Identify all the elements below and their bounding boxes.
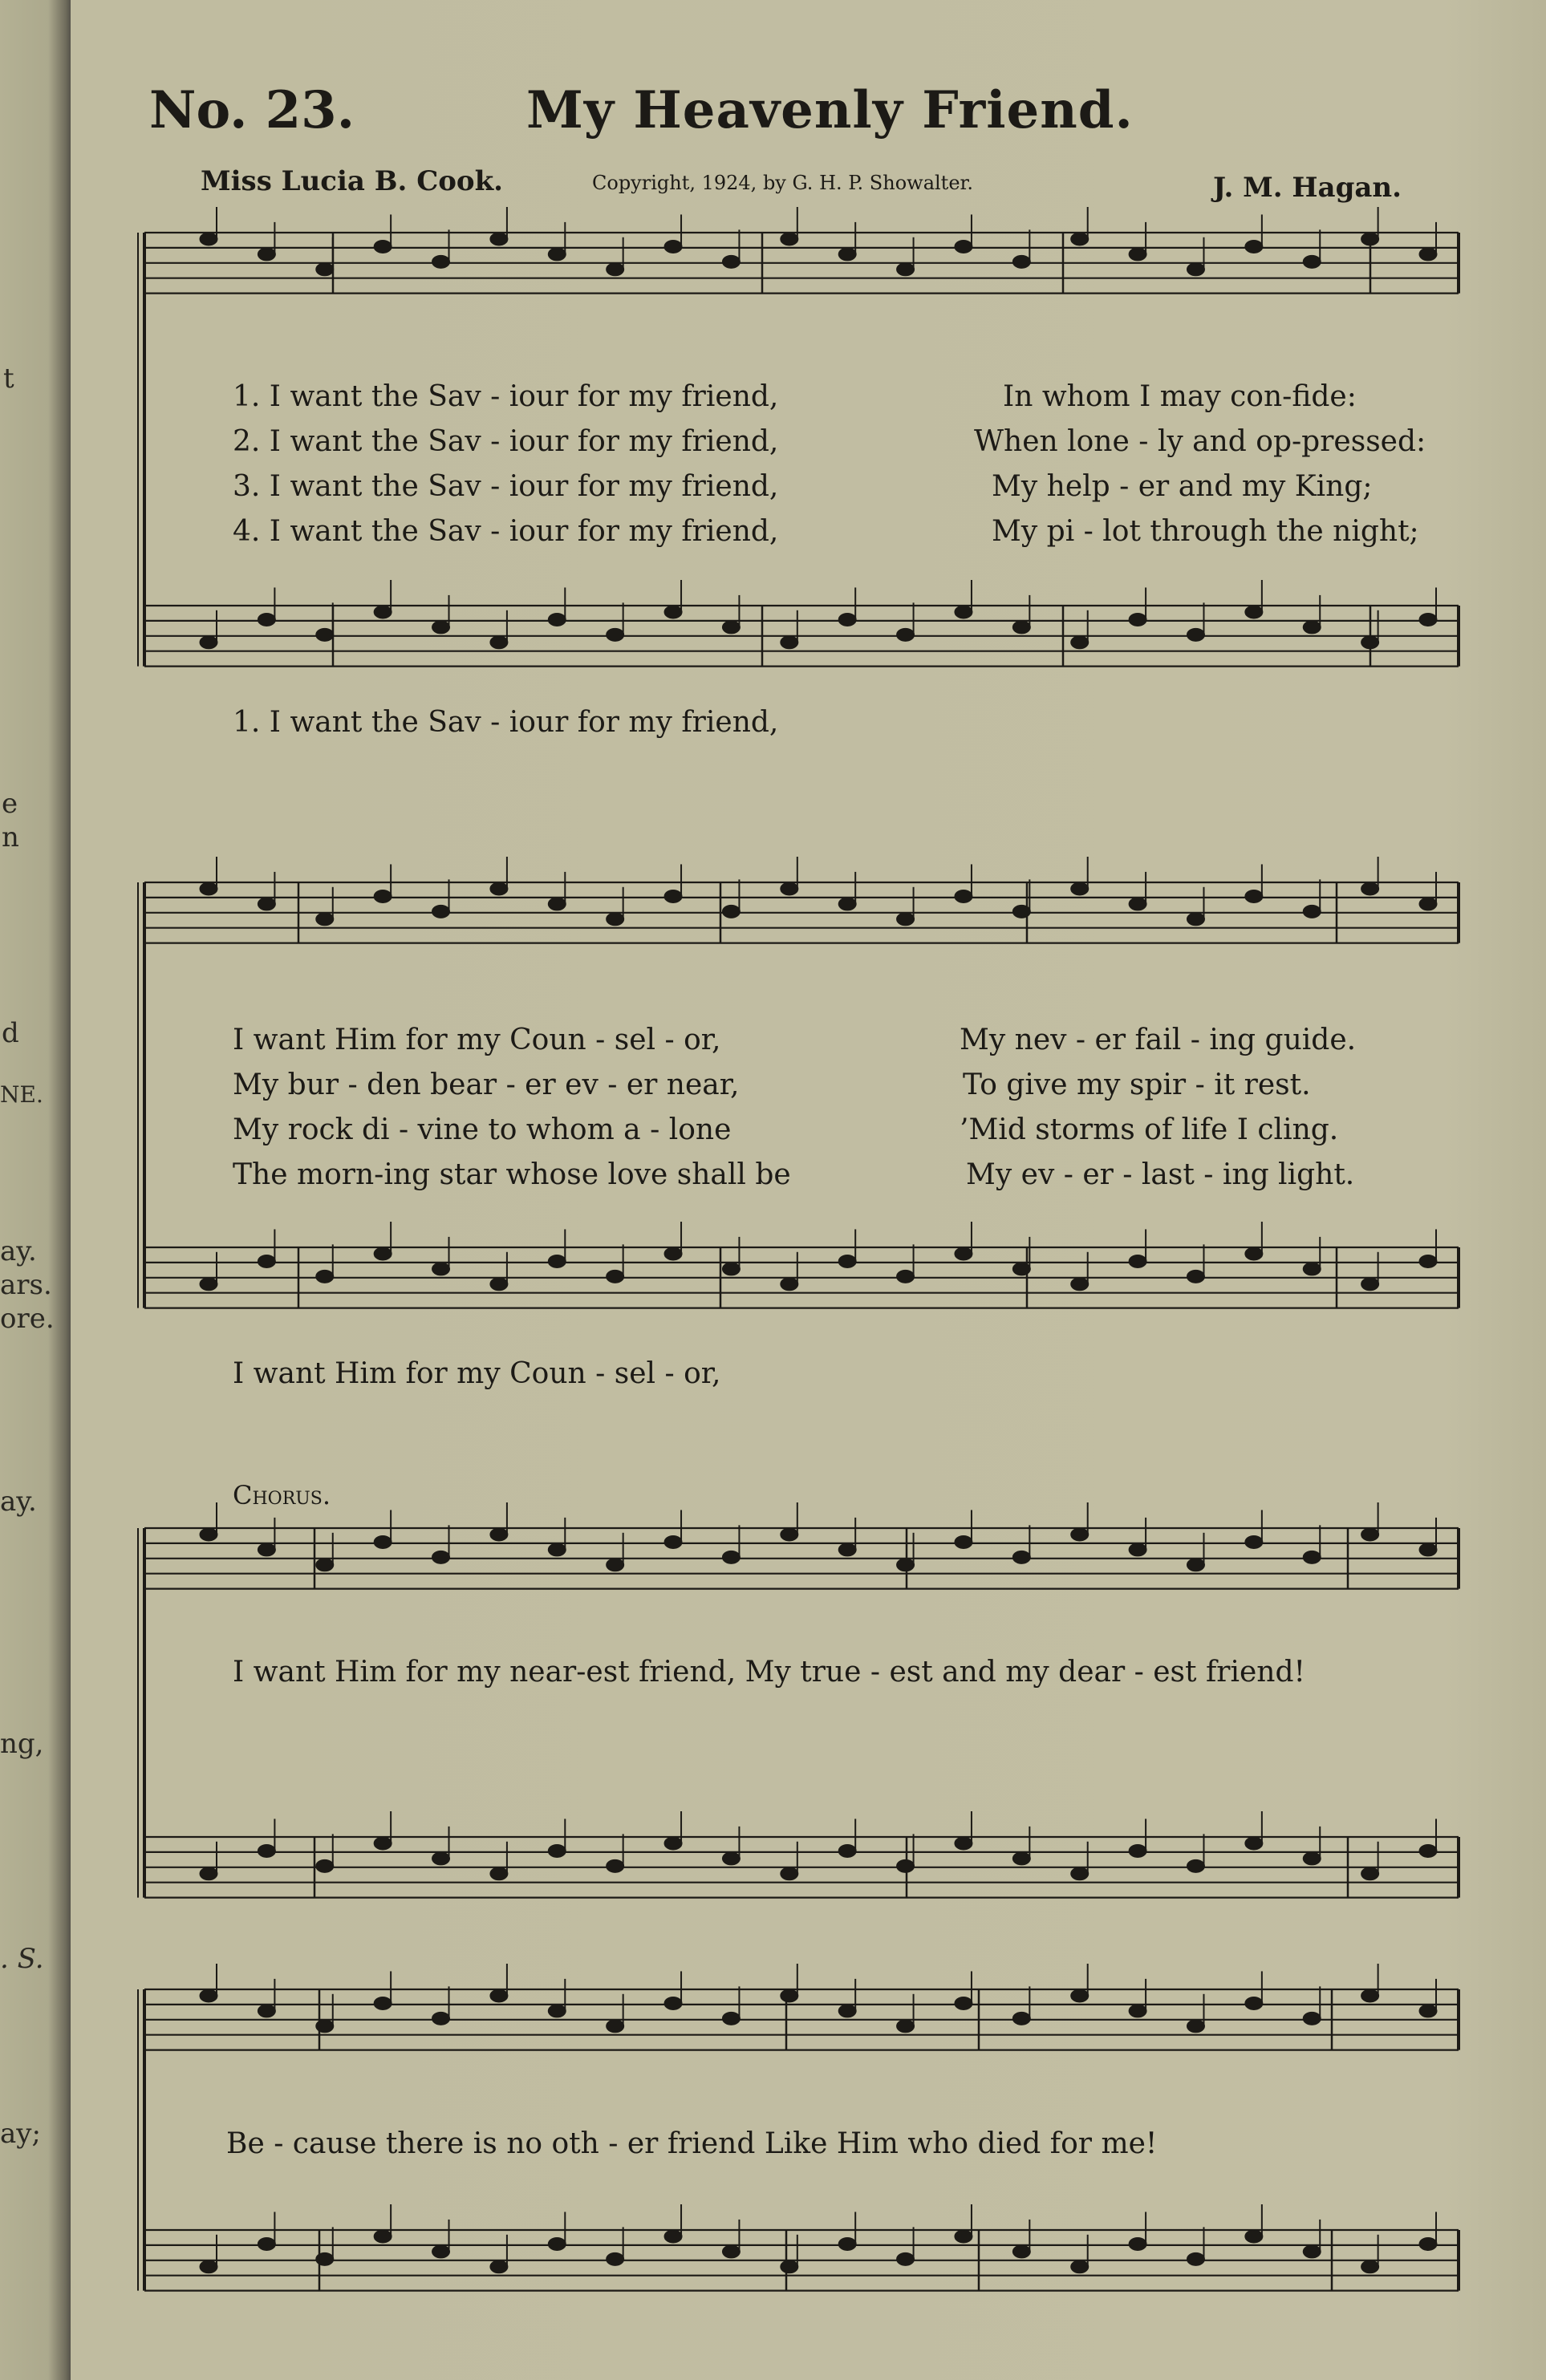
note-head [955,1837,972,1850]
verse-3-line-a: 3. I want the Sav - iour for my friend, [233,470,779,503]
note-head [374,606,392,618]
note-head [1187,913,1204,926]
note-head [432,1551,450,1563]
note-head [722,1551,740,1563]
note-head [374,240,392,253]
note-head [1129,1844,1146,1857]
note-head [1129,2005,1146,2017]
note-head [548,898,566,910]
note-head [1361,882,1379,895]
note-head [607,628,624,641]
note-head [490,1278,508,1291]
note-head [1419,2237,1437,2250]
verse-3-line-d: ’Mid storms of life I cling. [960,1113,1339,1146]
note-head [1012,2012,1030,2025]
note-head [838,248,856,261]
lyricist-credit: Miss Lucia B. Cook. [201,165,504,197]
note-head [316,2020,334,2033]
margin-fragment: ay. [0,1486,37,1518]
note-head [374,1247,392,1260]
verse-1-line-a: 1. I want the Sav - iour for my friend, [233,380,779,413]
note-head [548,2237,566,2250]
note-head [722,1852,740,1865]
note-head [1187,1859,1204,1872]
margin-fragment: . S. [0,1943,44,1975]
note-head [781,1867,798,1880]
note-head [955,606,972,618]
note-head [1012,905,1030,918]
note-head [200,2260,217,2273]
verse-3-line-b: My help - er and my King; [992,470,1373,503]
note-head [607,1270,624,1283]
note-head [1187,1559,1204,1571]
note-head [374,1837,392,1850]
note-head [722,255,740,268]
note-head [1187,1270,1204,1283]
note-head [1071,1528,1089,1541]
note-head [607,2020,624,2033]
note-head [258,248,275,261]
chorus-line-1: I want Him for my near-est friend, My true - est and my dear - est friend! [233,1656,1305,1689]
note-head [838,613,856,626]
note-head [432,621,450,634]
note-head [1245,1535,1263,1548]
note-head [722,621,740,634]
verse-4-line-a: 4. I want the Sav - iour for my friend, [233,515,779,548]
note-head [432,255,450,268]
note-head [548,613,566,626]
note-head [374,1535,392,1548]
note-head [955,240,972,253]
verse-1-line-d: My nev - er fail - ing guide. [960,1024,1357,1056]
note-head [1419,898,1437,910]
note-head [432,2012,450,2025]
note-head [1071,1278,1089,1291]
verse-2-line-c: My bur - den bear - er ev - er near, [233,1068,740,1101]
note-head [548,1255,566,1267]
note-head [1361,636,1379,649]
note-head [1303,1551,1321,1563]
note-head [1303,2012,1321,2025]
note-head [607,2252,624,2265]
composer-credit: J. M. Hagan. [1213,172,1402,204]
note-head [1303,1852,1321,1865]
note-head [781,636,798,649]
note-head [1419,1844,1437,1857]
note-head [897,263,915,276]
note-head [316,628,334,641]
note-head [1245,1247,1263,1260]
note-head [1245,606,1263,618]
hymn-number: No. 23. [149,80,355,140]
note-head [316,2252,334,2265]
note-head [1361,2260,1379,2273]
note-head [1419,2005,1437,2017]
note-head [1129,898,1146,910]
note-head [781,1278,798,1291]
note-head [200,1278,217,1291]
note-head [722,2245,740,2258]
note-head [781,882,798,895]
note-head [1245,2230,1263,2243]
note-head [1012,255,1030,268]
note-head [316,1559,334,1571]
note-head [1187,263,1204,276]
note-head [1303,2245,1321,2258]
note-head [1419,248,1437,261]
margin-fragment: ay. [0,1235,37,1267]
margin-fragment: e [2,788,18,820]
note-head [490,233,508,245]
verse-2-line-b: When lone - ly and op-pressed: [974,425,1426,458]
note-head [1245,1997,1263,2009]
note-head [664,1837,682,1850]
note-head [664,1997,682,2009]
note-head [1129,248,1146,261]
note-head [781,2260,798,2273]
note-head [1361,1278,1379,1291]
note-head [955,2230,972,2243]
note-head [1071,636,1089,649]
note-head [1071,2260,1089,2273]
verse-2-line-a: 2. I want the Sav - iour for my friend, [233,425,779,458]
margin-fragment: n [2,821,19,853]
note-head [664,1535,682,1548]
note-head [258,1255,275,1267]
note-head [1187,628,1204,641]
note-head [1361,1528,1379,1541]
verse-3-line-c: My rock di - vine to whom a - lone [233,1113,732,1146]
note-head [1012,621,1030,634]
note-head [1129,1543,1146,1556]
note-head [1303,905,1321,918]
note-head [1361,233,1379,245]
note-head [1361,1867,1379,1880]
note-head [1129,1255,1146,1267]
verse-4-line-c: The morn-ing star whose love shall be [233,1158,791,1191]
note-head [781,1528,798,1541]
note-head [955,1535,972,1548]
note-head [258,613,275,626]
note-head [722,905,740,918]
note-head [200,1528,217,1541]
note-head [838,1255,856,1267]
note-head [200,233,217,245]
note-head [432,1263,450,1275]
note-head [838,2237,856,2250]
note-head [548,1543,566,1556]
note-head [1012,1551,1030,1563]
note-head [1071,1867,1089,1880]
note-head [316,1859,334,1872]
note-head [490,1528,508,1541]
note-head [838,1543,856,1556]
note-head [548,1844,566,1857]
note-head [897,1559,915,1571]
note-head [897,1859,915,1872]
note-head [897,2252,915,2265]
note-head [374,1997,392,2009]
note-head [316,1270,334,1283]
note-head [1129,2237,1146,2250]
note-head [664,890,682,902]
note-head [838,1844,856,1857]
note-head [1245,240,1263,253]
note-head [432,1852,450,1865]
note-head [1012,1852,1030,1865]
note-head [490,1989,508,2002]
note-head [1303,1263,1321,1275]
note-head [1303,621,1321,634]
note-head [1012,1263,1030,1275]
note-head [664,606,682,618]
note-head [374,890,392,902]
note-head [200,1989,217,2002]
note-head [1419,1543,1437,1556]
note-head [897,2020,915,2033]
note-head [607,263,624,276]
margin-fragment: d [2,1017,19,1049]
note-head [955,1997,972,2009]
note-head [955,1247,972,1260]
note-head [1071,882,1089,895]
note-head [1129,613,1146,626]
bass-echo-text-1: 1. I want the Sav - iour for my friend, [233,706,779,739]
note-head [664,240,682,253]
note-head [1012,2245,1030,2258]
verse-2-line-d: To give my spir - it rest. [963,1068,1311,1101]
note-head [316,263,334,276]
note-head [664,2230,682,2243]
note-head [897,913,915,926]
verse-1-line-c: I want Him for my Coun - sel - or, [233,1024,721,1056]
verse-1-line-b: In whom I may con-fide: [1003,380,1357,413]
margin-fragment: ore. [0,1303,55,1335]
note-head [781,233,798,245]
margin-fragment: ng, [0,1728,44,1760]
note-head [838,2005,856,2017]
note-head [1071,1989,1089,2002]
note-head [1419,1255,1437,1267]
note-head [607,913,624,926]
note-head [1361,1989,1379,2002]
margin-fragment: ay; [0,2118,41,2150]
copyright-notice: Copyright, 1924, by G. H. P. Showalter. [592,172,973,194]
margin-fragment: ars. [0,1269,52,1301]
note-head [1071,233,1089,245]
note-head [490,882,508,895]
verse-4-line-d: My ev - er - last - ing light. [966,1158,1355,1191]
note-head [1187,2020,1204,2033]
note-head [1187,2252,1204,2265]
note-head [200,1867,217,1880]
note-head [490,2260,508,2273]
note-head [548,2005,566,2017]
note-head [722,1263,740,1275]
note-head [607,1859,624,1872]
note-head [258,1543,275,1556]
note-head [432,2245,450,2258]
note-head [432,905,450,918]
note-head [374,2230,392,2243]
note-head [258,898,275,910]
hymn-title: My Heavenly Friend. [526,80,1134,140]
note-head [316,913,334,926]
note-head [258,1844,275,1857]
note-head [607,1559,624,1571]
note-head [1303,255,1321,268]
chorus-line-2: Be - cause there is no oth - er friend Like Him who died for me! [226,2127,1158,2160]
margin-fragment: t [3,363,14,395]
note-head [897,1270,915,1283]
note-head [1419,613,1437,626]
note-head [258,2005,275,2017]
note-head [781,1989,798,2002]
note-head [722,2012,740,2025]
note-head [490,1867,508,1880]
note-head [897,628,915,641]
note-head [664,1247,682,1260]
note-head [200,882,217,895]
note-head [838,898,856,910]
note-head [548,248,566,261]
margin-fragment: NE. [0,1081,43,1108]
verse-4-line-b: My pi - lot through the night; [992,515,1419,548]
chorus-label: Chorus. [233,1480,331,1510]
note-head [490,636,508,649]
note-head [258,2237,275,2250]
note-head [1245,890,1263,902]
note-head [200,636,217,649]
note-head [1245,1837,1263,1850]
bass-echo-text-2: I want Him for my Coun - sel - or, [233,1357,721,1390]
note-head [955,890,972,902]
